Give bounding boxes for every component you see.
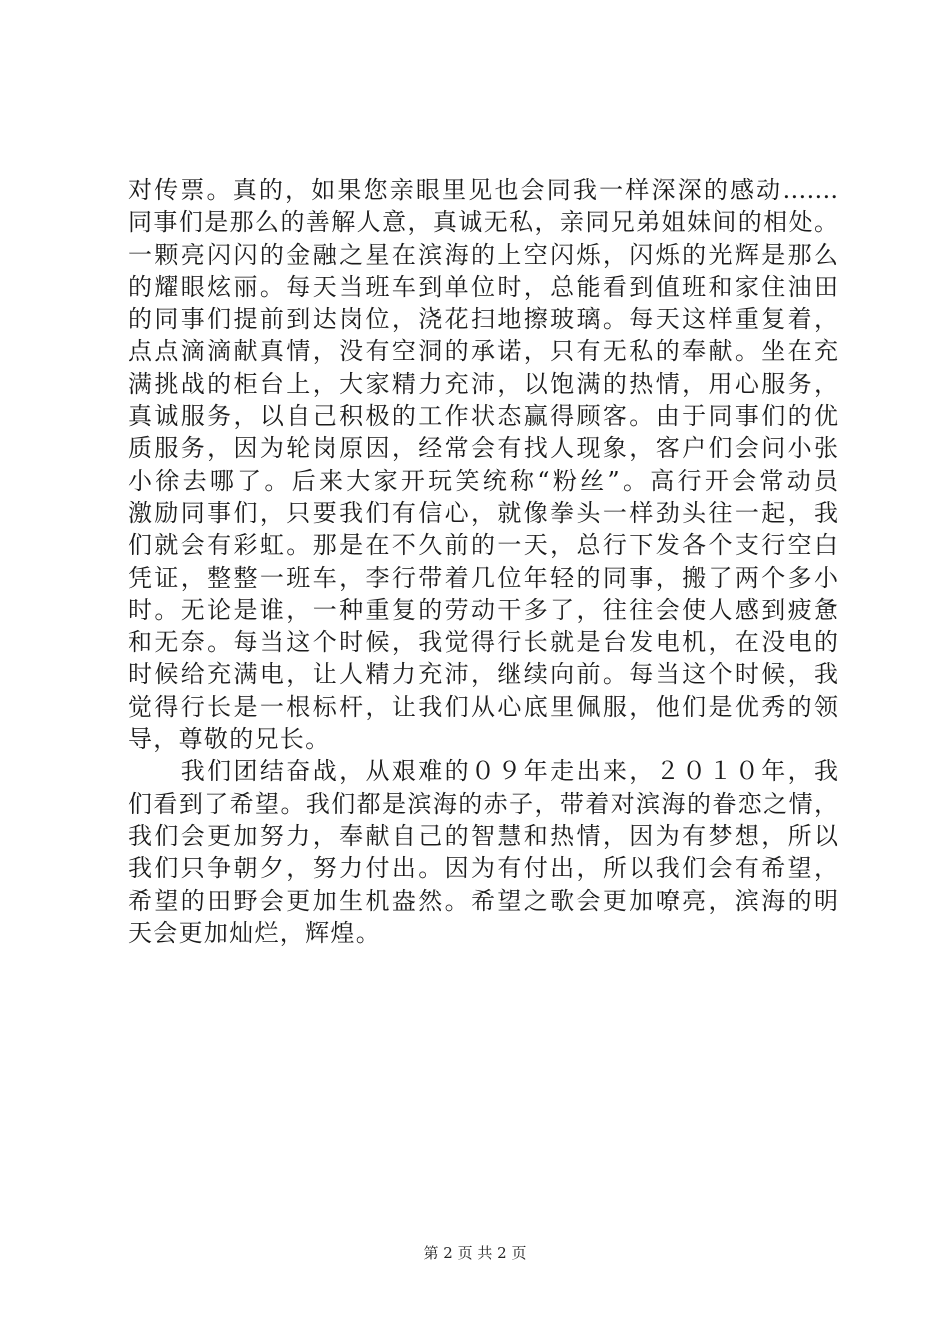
text-line: 和无奈。每当这个时候，我觉得行长就是台发电机，在没电的 [128,628,838,657]
text-line: 凭证，整整一班车，李行带着几位年轻的同事，搬了两个多小 [128,563,838,592]
text-line: 小徐去哪了。后来大家开玩笑统称“粉丝”。高行开会常动员 [128,466,838,495]
text-line: 对传票。真的，如果您亲眼里见也会同我一样深深的感动……. [128,176,838,204]
text-line: 觉得行长是一根标杆，让我们从心底里佩服，他们是优秀的领 [128,692,838,721]
text-line: 真诚服务，以自己积极的工作状态赢得顾客。由于同事们的优 [128,402,838,431]
text-line: 激励同事们，只要我们有信心，就像拳头一样劲头往一起，我 [128,498,838,527]
text-line: 点点滴滴献真情，没有空洞的承诺，只有无私的奉献。坐在充 [128,337,838,366]
text-line: 我们会更加努力，奉献自己的智慧和热情，因为有梦想，所以 [128,821,838,850]
text-line: 希望的田野会更加生机盎然。希望之歌会更加嘹亮，滨海的明 [128,886,838,915]
page-number-footer: 第 2 页 共 2 页 [423,1244,527,1262]
text-line: 的同事们提前到达岗位，浇花扫地擦玻璃。每天这样重复着， [128,305,838,334]
text-line: 我们团结奋战，从艰难的０９年走出来，２０１０年，我 [128,757,838,786]
text-line: 满挑战的柜台上，大家精力充沛，以饱满的热情，用心服务， [128,369,838,398]
text-line: 导，尊敬的兄长。 [128,725,331,754]
text-line: 时候给充满电，让人精力充沛，继续向前。每当这个时候，我 [128,660,838,689]
text-line: 一颗亮闪闪的金融之星在滨海的上空闪烁，闪烁的光辉是那么 [128,240,838,269]
text-line: 我们只争朝夕，努力付出。因为有付出，所以我们会有希望， [128,854,838,883]
text-line: 天会更加灿烂，辉煌。 [128,918,381,947]
text-line: 同事们是那么的善解人意，真诚无私，亲同兄弟姐妹间的相处。 [128,208,838,237]
text-line: 们就会有彩虹。那是在不久前的一天，总行下发各个支行空白 [128,531,838,560]
text-line: 时。无论是谁，一种重复的劳动干多了，往往会使人感到疲惫 [128,595,838,624]
text-line: 质服务，因为轮岗原因，经常会有找人现象，客户们会问小张 [128,434,838,463]
body-text [128,174,838,949]
text-line: 的耀眼炫丽。每天当班车到单位时，总能看到值班和家住油田 [128,272,838,301]
text-line: 们看到了希望。我们都是滨海的赤子，带着对滨海的眷恋之情， [128,789,838,818]
